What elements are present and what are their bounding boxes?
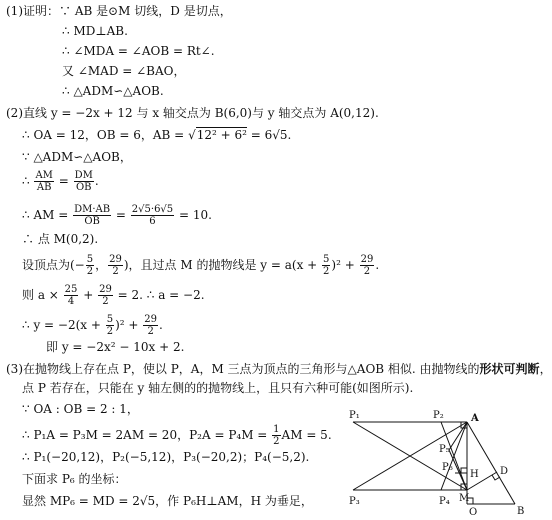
fraction-half: [272, 424, 280, 447]
fraction: [106, 314, 114, 337]
part2-line9: [22, 314, 163, 337]
part3-line4: [22, 424, 332, 447]
fraction: [360, 254, 375, 277]
fraction-den: 2: [147, 326, 154, 337]
fraction: [108, 254, 123, 277]
fraction-values: [131, 204, 174, 227]
fraction-den: 2: [363, 266, 371, 277]
part2-line6: ∴ 点 M(0,2).: [22, 232, 99, 246]
period: .: [94, 174, 99, 188]
part2-line5-pre: ∴ AM =: [22, 208, 73, 222]
text: 则 a ×: [22, 288, 63, 302]
fraction-num: DM: [74, 170, 93, 181]
fraction-num: 29: [360, 254, 374, 265]
text: = 2. ∴ a = −2.: [113, 288, 205, 302]
text: ∴ P₁A = P₃M = 2AM = 20，P₂A = P₄M =: [22, 428, 272, 442]
fraction-dmab-ob: [73, 204, 111, 227]
fraction: [98, 284, 113, 307]
part1-line2: ∴ MD⊥AB.: [62, 24, 128, 38]
text: )，且过点 M 的抛物线是 y = a(x +: [123, 258, 322, 272]
equals: =: [54, 174, 73, 188]
text: 设顶点为(−: [22, 258, 85, 272]
fraction-num: 29: [99, 284, 112, 295]
label-p5: P₅: [439, 444, 450, 455]
geometry-figure: [345, 408, 545, 518]
fraction-den: OB: [75, 182, 92, 193]
part2-line2-a: ∴ OA = 12，OB = 6，AB =: [22, 128, 189, 142]
segment-a-b: [467, 422, 515, 504]
part1-line5: ∴ △ADM∽△AOB.: [62, 84, 164, 98]
text: )² +: [115, 318, 143, 332]
part3-line1: [6, 362, 552, 377]
fraction-den: OB: [84, 216, 100, 227]
fraction-num: 5: [86, 254, 94, 265]
part1-line1: (1)证明：∵ AB 是⊙M 切线，D 是切点，: [6, 4, 232, 18]
part1-line4: 又 ∠MAD = ∠BAO，: [62, 64, 186, 78]
fraction-num: 2√5·6√5: [131, 204, 174, 215]
part2-line2-c: = 6√5.: [246, 128, 292, 142]
part2-line2: ∴ OA = 12，OB = 6，AB = √12² + 6² = 6√5.: [22, 128, 292, 142]
equals: =: [112, 208, 130, 222]
part1-line3: ∴ ∠MDA = ∠AOB = Rt∠.: [62, 44, 215, 58]
fraction-dm-ob: [74, 170, 94, 193]
text: AM = 5.: [281, 428, 332, 442]
part3-line7: 显然 MP₆ = MD = 2√5，作 P₆H⊥AM，H 为垂足，: [22, 494, 313, 508]
label-p6: P₆: [442, 462, 453, 473]
fraction-den: 2: [106, 326, 114, 337]
right-angle-marker-h: [461, 468, 467, 473]
part2-line1: (2)直线 y = −2x + 12 与 x 轴交点为 B(6,0)与 y 轴交点为 A(0,12).: [6, 106, 379, 120]
fraction-num: 29: [144, 314, 158, 325]
label-p3: P₃: [349, 496, 360, 507]
part2-line4: [22, 170, 99, 193]
part3-line6: 下面求 P₆ 的坐标：: [22, 472, 127, 486]
bold-text: 形状可判断: [479, 362, 540, 376]
part3-line5: ∴ P₁(−20,12)，P₂(−5,12)，P₃(−20,2)；P₄(−5,2).: [22, 450, 310, 464]
text: )² +: [331, 258, 359, 272]
text: .: [159, 318, 163, 332]
fraction-num: DM·AB: [74, 204, 111, 215]
part2-line7: [22, 254, 379, 277]
part3-line2: 点 P 若存在，只能在 y 轴左侧的的抛物线上，且只有六种可能(如图所示).: [22, 381, 414, 395]
fraction-num: 1: [273, 424, 280, 435]
label-m: M: [459, 493, 470, 504]
fraction-num: 5: [106, 314, 114, 325]
fraction-den: 2: [86, 266, 94, 277]
label-p1: P₁: [349, 410, 360, 421]
label-h: H: [470, 469, 479, 480]
part2-line10: 即 y = −2x² − 10x + 2.: [46, 340, 185, 354]
text: ，: [539, 362, 552, 376]
fraction: [64, 284, 79, 307]
text: (3)在抛物线上存在点 P，使以 P，A，M 三点为顶点的三角形与△AOB 相似. 由抛物线的: [6, 362, 480, 376]
part2-line5-post: = 10.: [175, 208, 212, 222]
fraction: [143, 314, 158, 337]
label-o: O: [469, 507, 478, 518]
text: +: [79, 288, 98, 302]
fraction: [86, 254, 94, 277]
fraction: [322, 254, 330, 277]
text: ，: [95, 258, 108, 272]
part2-line8: [22, 284, 205, 307]
fraction-den: 4: [67, 296, 75, 307]
fraction-num: 29: [109, 254, 122, 265]
part2-line4-pre: ∴: [22, 174, 34, 188]
fraction-den: 2: [112, 266, 119, 277]
fraction-den: 2: [273, 436, 280, 447]
part3-line3: ∵ OA : OB = 2 : 1，: [22, 402, 139, 416]
label-b: B: [517, 506, 525, 517]
part2-line3: ∵ △ADM∽△AOB，: [22, 150, 132, 164]
fraction-num: 25: [64, 284, 78, 295]
part2-line5: [22, 204, 212, 227]
fraction-den: 2: [323, 266, 330, 277]
fraction-num: AM: [35, 170, 53, 181]
label-p4: P₄: [439, 496, 450, 507]
label-a: A: [471, 413, 479, 424]
label-d: D: [500, 466, 509, 477]
fraction-den: 6: [149, 216, 156, 227]
label-p2: P₂: [433, 410, 444, 421]
text: ∴ y = −2(x +: [22, 318, 105, 332]
fraction-den: 2: [102, 296, 109, 307]
text: .: [375, 258, 380, 272]
fraction-den: AB: [36, 182, 52, 193]
fraction-am-ab: [34, 170, 53, 193]
fraction-num: 5: [323, 254, 330, 265]
part2-line2-sqrt: 12² + 6²: [196, 128, 247, 142]
